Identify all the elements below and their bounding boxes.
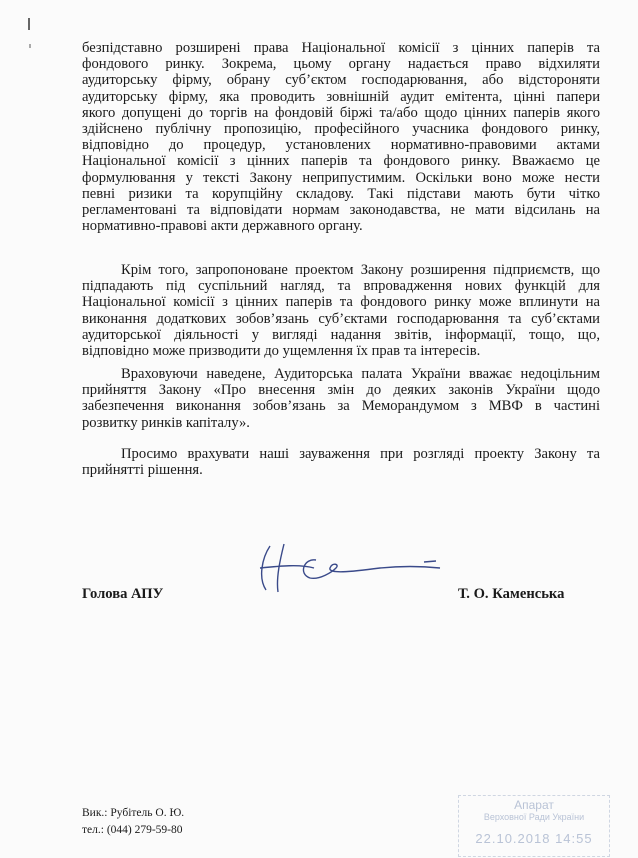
scan-mark: [29, 44, 31, 48]
text-line: аудиторську фірму, яка проводить зовнішній аудит емітента, цінні папери: [82, 88, 600, 105]
paragraph-2: [82, 262, 600, 359]
text-line: здійснено публічну пропозицію, професійного учасника фондового ринку,: [82, 120, 600, 137]
handwritten-signature: [240, 538, 460, 598]
text-line: фондового ринку. Зокрема, цьому органу надається право відхиляти: [82, 56, 600, 73]
text-line: Враховуючи наведене, Аудиторська палата України вважає недоцільним: [121, 366, 600, 382]
text-line: регламентовані та відповідати нормам законодавства, не мати відсилань на: [82, 201, 600, 218]
signatory-position: Голова АПУ: [82, 586, 164, 602]
text-line: прийнятті рішення.: [82, 462, 203, 479]
paragraph-3: [82, 366, 600, 431]
paragraph-1: [82, 40, 600, 234]
stamp-line1: Апарат: [514, 798, 554, 812]
text-line: забезпечення виконання зобов’язань за Меморандумом з МВФ в частині: [82, 398, 600, 415]
registration-stamp: [458, 795, 610, 857]
text-line: виконання додаткових зобов’язань суб’єктами господарювання та суб’єктами: [82, 310, 600, 327]
signatory-name: Т. О. Каменська: [458, 586, 565, 602]
text-line: аудиторської діяльності у вигляді надання звітів, інформації, тощо, що,: [82, 326, 600, 343]
text-line: підпадають під суспільний нагляд, та впровадження нових функцій для: [82, 278, 600, 295]
text-line: Просимо врахувати наші зауваження при розгляді проекту Закону та: [121, 446, 600, 462]
executor-name: Вик.: Рубітель О. Ю.: [82, 807, 185, 819]
executor-phone: тел.: (044) 279-59-80: [82, 824, 183, 836]
text-line: певні ризики та корупційну складову. Такі підстави мають бути чітко: [82, 185, 600, 202]
text-line: формулювання у тексті Закону неприпустимим. Оскільки воно може нести: [82, 169, 600, 186]
text-line: відповідно до процедур, установлених нормативно-правовими актами: [82, 137, 600, 154]
text-line: якого допущені до торгів на фондовій біржі та/або щодо цінних паперів якого: [82, 104, 600, 121]
text-line: нормативно-правові акти державного органу.: [82, 218, 363, 235]
stamp-line2: Верховної Ради України: [483, 812, 585, 822]
text-line: Національної комісії з цінних паперів та фондового ринку може вплинути на: [82, 294, 600, 311]
paragraph-4: [82, 446, 600, 478]
text-line: розвитку ринків капіталу».: [82, 414, 250, 431]
text-line: безпідставно розширені права Національної комісії з цінних паперів та: [82, 40, 600, 56]
text-line: Національної комісії з цінних паперів та фондового ринку. Вважаємо це: [82, 153, 600, 170]
text-line: Крім того, запропоноване проектом Закону розширення підприємств, що: [121, 262, 600, 278]
text-line: аудиторську фірму, обрану суб’єктом господарювання, або відстороняти: [82, 72, 600, 89]
stamp-datetime: 22.10.2018 14:55: [475, 831, 593, 846]
text-line: прийняття Закону «Про внесення змін до деяких законів України щодо: [82, 382, 600, 399]
scan-mark: [28, 18, 30, 30]
text-line: відповідно може призводити до ущемлення їх прав та інтересів.: [82, 342, 481, 359]
